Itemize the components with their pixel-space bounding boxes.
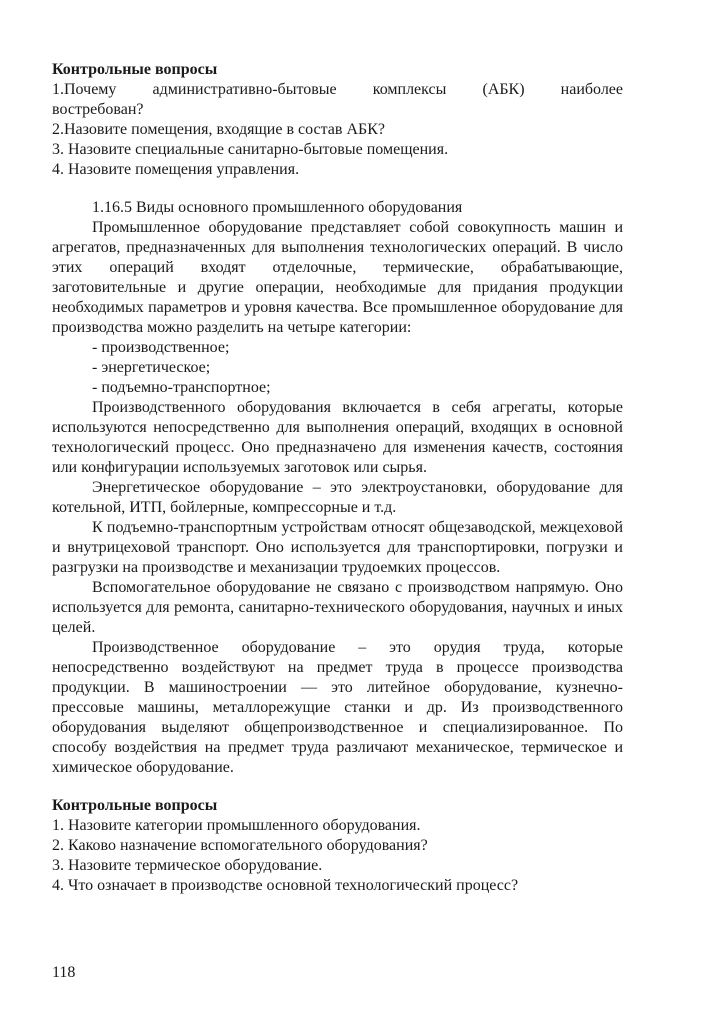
paragraph-6: Производственное оборудование – это орудия труда, которые непосредственно воздействуют на предмет труда в процессе производства продукции. В машиностроении — это литейное оборудование, кузнечно-прессовые машины, металлорежущие станки и др. Из производственного оборудования выделяют общепроизводственное и специализированное. По способу воздействия на предмет труда различают механическое, термическое и химическое оборудование.	[52, 639, 623, 776]
list-item: - производственное;	[92, 339, 230, 356]
spacer	[52, 778, 623, 796]
questions-2-heading: Контрольные вопросы	[52, 797, 218, 814]
paragraph-4: К подъемно-транспортным устройствам относят общезаводской, межцеховой и внутрицеховой транспорт. Оно используется для транспортировки, погрузки и разгрузки на производстве и механизации трудоемких процессов.	[52, 519, 623, 576]
paragraph-1: Промышленное оборудование представляет собой совокупность машин и агрегатов, предназначенных для выполнения технологических операций. В число этих операций входят отделочные, термические, обрабатывающие, заготовительные и другие операции, необходимые для придания продукции необходимых параметров и уровня качества. Все промышленное оборудование для производства можно разделить на четыре категории:	[52, 219, 623, 336]
question-3: 3. Назовите специальные санитарно-бытовые помещения.	[52, 141, 449, 158]
questions-1-heading: Контрольные вопросы	[52, 61, 218, 78]
list-item: - энергетическое;	[92, 359, 211, 376]
spacer	[52, 180, 623, 198]
paragraph-5: Вспомогательное оборудование не связано с производством напрямую. Оно используется для ремонта, санитарно-технического оборудования, научных и иных целей.	[52, 579, 623, 636]
section-title: 1.16.5 Виды основного промышленного оборудования	[92, 199, 463, 216]
list-item: - подъемно-транспортное;	[92, 379, 271, 396]
question-1-line-2: востребован?	[52, 101, 144, 118]
question-1-line-1: 1.Почему административно-бытовые комплексы (АБК) наиболее	[52, 81, 623, 98]
question-item: 4. Что означает в производстве основной технологический процесс?	[52, 877, 519, 894]
question-item: 3. Назовите термическое оборудование.	[52, 857, 323, 874]
page-body	[52, 60, 623, 896]
paragraph-3: Энергетическое оборудование – это электроустановки, оборудование для котельной, ИТП, бойлерные, компрессорные и т.д.	[52, 479, 623, 516]
question-4: 4. Назовите помещения управления.	[52, 161, 300, 178]
question-item: 2. Каково назначение вспомогательного оборудования?	[52, 837, 428, 854]
question-item: 1. Назовите категории промышленного оборудования.	[52, 817, 421, 834]
page-number: 118	[52, 964, 76, 981]
paragraph-2: Производственного оборудования включается в себя агрегаты, которые используются непосредственно для выполнения операций, входящих в основной технологический процесс. Оно предназначено для изменения качеств, состояния или конфигурации используемых заготовок или сырья.	[52, 399, 623, 476]
question-2: 2.Назовите помещения, входящие в состав АБК?	[52, 121, 385, 138]
